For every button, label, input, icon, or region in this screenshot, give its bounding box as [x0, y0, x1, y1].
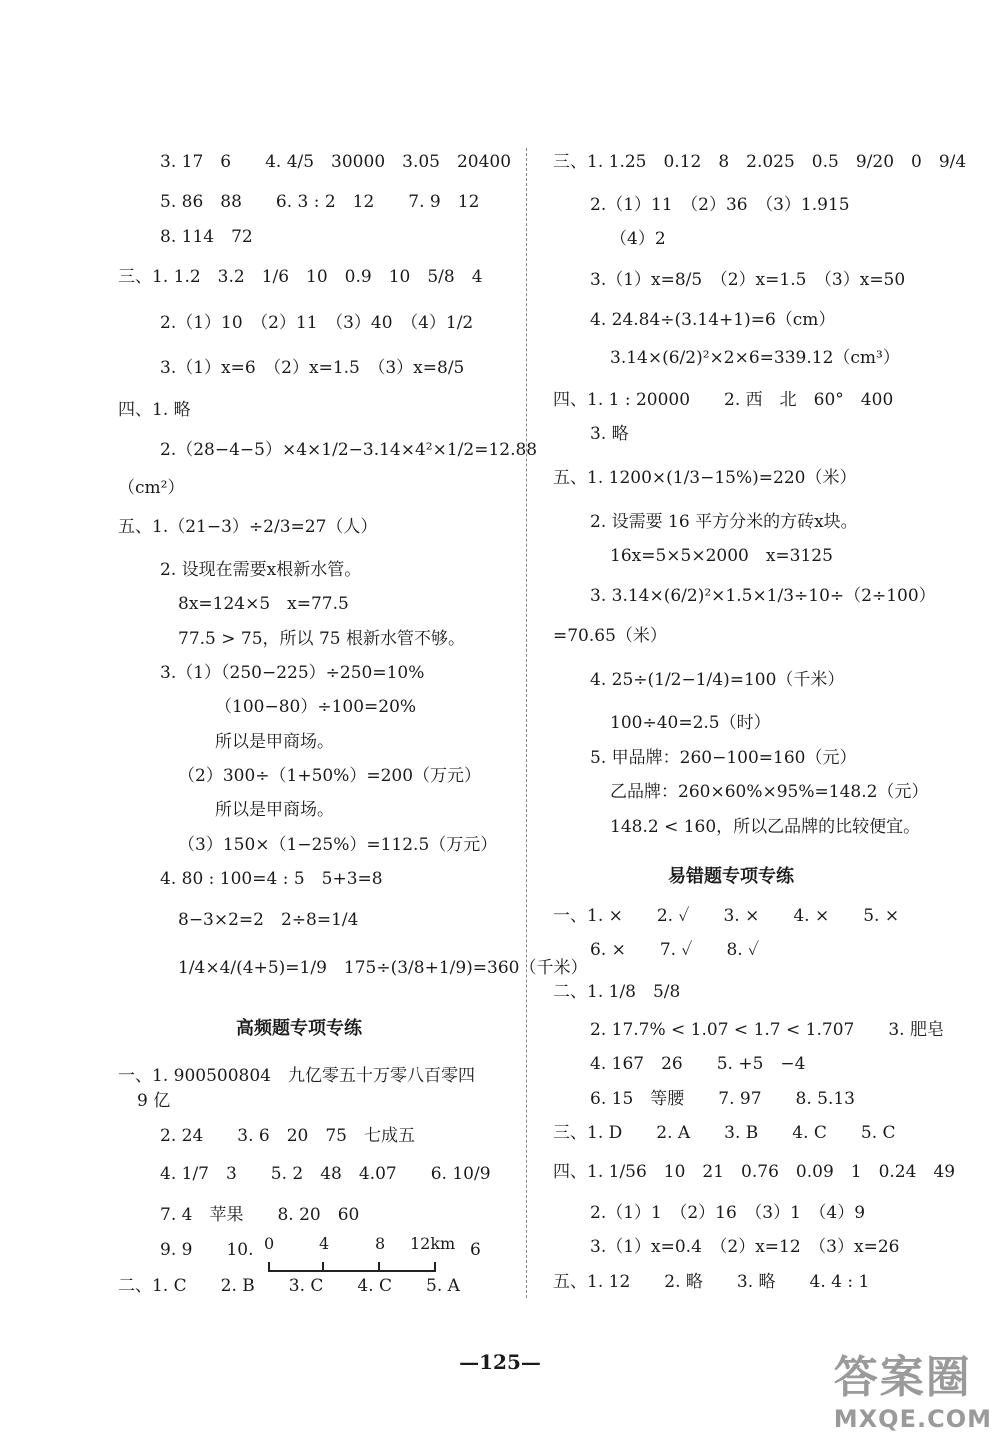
answer-line: 3.（1）x=6 （2）x=1.5 （3）x=8/5: [160, 358, 465, 378]
column-divider: [526, 148, 527, 1298]
answer-line: （3）150×（1−25%）=112.5（万元）: [178, 835, 498, 855]
answer-line: 6. 15 等腰 7. 97 8. 5.13: [590, 1089, 855, 1109]
answer-line: 8x=124×5 x=77.5: [178, 594, 349, 614]
answer-line: 5. 86 88 6. 3 : 2 12 7. 9 12: [160, 192, 480, 212]
answer-line: 二、1. C 2. B 3. C 4. C 5. A: [118, 1276, 460, 1296]
ruler-tick: [268, 1262, 270, 1272]
answer-line: 2. 24 3. 6 20 75 七成五: [160, 1126, 415, 1146]
answer-line: 2. 17.7% < 1.07 < 1.7 < 1.707 3. 肥皂: [590, 1020, 944, 1040]
ruler-tick: [378, 1262, 380, 1272]
answer-line: （2）300÷（1+50%）=200（万元）: [178, 766, 482, 786]
answer-line: 五、1.（21−3）÷2/3=27（人）: [118, 517, 378, 537]
answer-line: 三、1. D 2. A 3. B 4. C 5. C: [553, 1123, 896, 1143]
answer-line: 6: [470, 1240, 481, 1260]
watermark-logo-text: 答案圈: [833, 1352, 972, 1403]
answer-line: 77.5 > 75，所以 75 根新水管不够。: [178, 629, 465, 649]
answer-line: =70.65（米）: [553, 626, 667, 646]
answer-line: 3.（1）（250−225）÷250=10%: [160, 663, 425, 683]
answer-line: 4. 1/7 3 5. 2 48 4.07 6. 10/9: [160, 1164, 491, 1184]
answer-line: 5. 甲品牌：260−100=160（元）: [590, 748, 857, 768]
answer-line: 所以是甲商场。: [215, 800, 334, 820]
answer-line: 乙品牌：260×60%×95%=148.2（元）: [610, 782, 929, 802]
answer-line: （100−80）÷100=20%: [215, 697, 417, 717]
answer-line: 2.（1）11 （2）36 （3）1.915: [590, 195, 850, 215]
answer-line: 3. 3.14×(6/2)²×1.5×1/3÷10÷（2÷100）: [590, 586, 936, 606]
answer-line: 4. 24.84÷(3.14+1)=6（cm）: [590, 310, 836, 330]
section-title-error-prone: 易错题专项专练: [668, 866, 794, 887]
ruler-label: 4: [319, 1234, 330, 1253]
answer-line: 9. 9 10.: [160, 1240, 254, 1260]
answer-line: 9 亿: [137, 1091, 171, 1111]
answer-line: 100÷40=2.5（时）: [610, 713, 771, 733]
answer-line: 3.（1）x=8/5 （2）x=1.5 （3）x=50: [590, 270, 906, 290]
section-title-high-frequency: 高频题专项专练: [236, 1018, 362, 1039]
answer-line: 2.（1）10 （2）11 （3）40 （4）1/2: [160, 313, 474, 333]
answer-line: 一、1. 900500804 九亿零五十万零八百零四: [118, 1066, 475, 1086]
answer-line: 3.（1）x=0.4 （2）x=12 （3）x=26: [590, 1237, 900, 1257]
answer-line: 3. 17 6 4. 4/5 30000 3.05 20400: [160, 152, 512, 172]
ruler-tick: [434, 1262, 436, 1272]
answer-line: 4. 80 : 100=4 : 5 5+3=8: [160, 869, 383, 889]
ruler-label: 12km: [410, 1234, 456, 1253]
ruler-tick: [322, 1262, 324, 1272]
answer-line: 7. 4 苹果 8. 20 60: [160, 1205, 360, 1225]
watermark: [834, 1341, 992, 1433]
answer-line: 五、1. 1200×(1/3−15%)=220（米）: [553, 468, 857, 488]
answer-line: 四、1. 1/56 10 21 0.76 0.09 1 0.24 49: [553, 1162, 956, 1182]
answer-line: 8. 114 72: [160, 227, 253, 247]
watermark-url: MXQE.COM: [833, 1405, 992, 1433]
ruler-label: 0: [264, 1234, 275, 1253]
answer-line: 二、1. 1/8 5/8: [553, 982, 681, 1002]
answer-line: 2.（28−4−5）×4×1/2−3.14×4²×1/2=12.88: [160, 440, 538, 460]
page-number: —125—: [459, 1350, 541, 1374]
answer-line: 3.14×(6/2)²×2×6=339.12（cm³）: [610, 348, 900, 368]
answer-line: 3. 略: [590, 424, 629, 444]
answer-line: 6. × 7. ✓ 8. ✓: [590, 940, 760, 960]
answer-line: 四、1. 1 : 20000 2. 西 北 60° 400: [553, 390, 894, 410]
answer-line: 一、1. × 2. ✓ 3. × 4. × 5. ×: [553, 906, 900, 926]
answer-line: 四、1. 略: [118, 400, 191, 420]
answer-line: 三、1. 1.25 0.12 8 2.025 0.5 9/20 0 9/4: [553, 152, 967, 172]
answer-line: （cm²）: [118, 478, 185, 498]
answer-line: 4. 25÷(1/2−1/4)=100（千米）: [590, 670, 845, 690]
answer-line: 1/4×4/(4+5)=1/9 175÷(3/8+1/9)=360（千米）: [178, 958, 588, 978]
answer-line: 2. 设需要 16 平方分米的方砖x块。: [590, 512, 858, 532]
answer-line: 2.（1）1 （2）16 （3）1 （4）9: [590, 1203, 866, 1223]
answer-line: 8−3×2=2 2÷8=1/4: [178, 910, 359, 930]
answer-line: 五、1. 12 2. 略 3. 略 4. 4 : 1: [553, 1272, 870, 1292]
scale-ruler: [268, 1260, 436, 1272]
ruler-label: 8: [375, 1234, 386, 1253]
answer-line: 148.2 < 160，所以乙品牌的比较便宜。: [610, 817, 921, 837]
answer-line: 4. 167 26 5. +5 −4: [590, 1054, 806, 1074]
answer-line: 所以是甲商场。: [215, 732, 334, 752]
answer-line: 2. 设现在需要x根新水管。: [160, 560, 362, 580]
answer-line: （4）2: [610, 229, 666, 249]
answer-line: 16x=5×5×2000 x=3125: [610, 546, 833, 566]
answer-line: 三、1. 1.2 3.2 1/6 10 0.9 10 5/8 4: [118, 267, 483, 287]
